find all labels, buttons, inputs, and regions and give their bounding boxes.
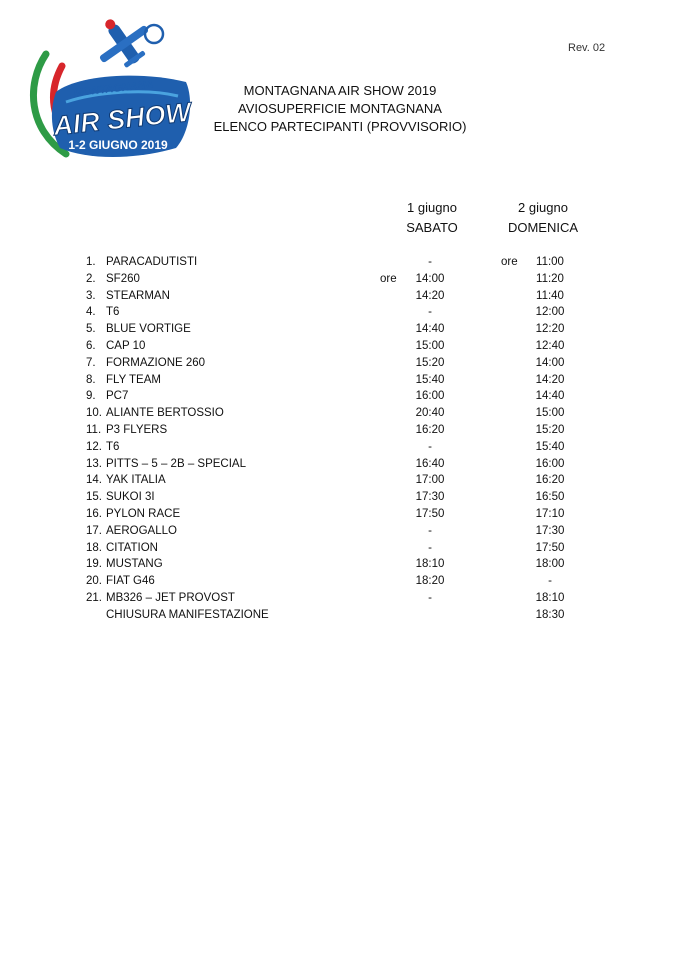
row-number: 10.: [86, 407, 102, 420]
saturday-date: 1 giugno: [407, 200, 457, 215]
sunday-time: 12:20: [535, 323, 565, 336]
row-number: 6.: [86, 339, 96, 352]
saturday-time: 20:40: [415, 407, 445, 420]
sunday-time: 14:40: [535, 390, 565, 403]
row-number: 9.: [86, 390, 96, 403]
sunday-time: 12:40: [535, 339, 565, 352]
saturday-time: 14:40: [415, 323, 445, 336]
participant-name: PYLON RACE: [106, 507, 181, 520]
logo-brand-top: MONTAGNANA: [73, 78, 155, 100]
title-line: MONTAGNANA AIR SHOW 2019: [243, 83, 437, 98]
ore-label: ore: [501, 256, 518, 268]
participant-name: FORMAZIONE 260: [106, 356, 206, 369]
list-item: [0, 304, 678, 321]
sunday-time: 17:10: [535, 507, 565, 520]
row-number: 5.: [86, 323, 96, 336]
row-number: 15.: [86, 491, 102, 504]
saturday-time: 18:20: [415, 575, 445, 588]
row-number: 12.: [86, 440, 102, 453]
sunday-time: 14:00: [535, 356, 565, 369]
list-item: [0, 355, 678, 372]
row-number: 16.: [86, 507, 102, 520]
revision-label: Rev. 02: [568, 42, 606, 54]
list-item: [0, 607, 678, 624]
row-number: 2.: [86, 272, 96, 285]
saturday-column-header: [392, 198, 472, 238]
list-item: [0, 523, 678, 540]
participant-name: CITATION: [106, 541, 158, 554]
row-number: 11.: [86, 423, 102, 436]
participant-name: FLY TEAM: [106, 373, 161, 386]
list-item: [0, 540, 678, 557]
sunday-time: 11:40: [536, 289, 564, 302]
sunday-time: -: [548, 575, 552, 588]
list-item: [0, 506, 678, 523]
row-number: 19.: [86, 558, 102, 571]
saturday-time: 16:40: [415, 457, 445, 470]
list-item: [0, 372, 678, 389]
sunday-time: 16:20: [535, 474, 565, 487]
sunday-time: 18:10: [535, 591, 565, 604]
list-item: [0, 439, 678, 456]
sunday-time: 17:50: [535, 541, 565, 554]
participant-name: YAK ITALIA: [106, 474, 166, 487]
participant-name: STEARMAN: [106, 289, 170, 302]
logo-brand-main: AIR SHOW: [51, 96, 193, 142]
participant-name: SUKOI 3I: [106, 491, 155, 504]
ore-label: ore: [380, 272, 397, 285]
saturday-time: -: [428, 256, 432, 268]
participant-name: CHIUSURA MANIFESTAZIONE: [106, 608, 269, 621]
logo-dates: 1-2 GIUGNO 2019: [68, 138, 168, 152]
participant-name: T6: [106, 306, 120, 319]
sunday-column-header: [500, 198, 586, 238]
saturday-time: 16:20: [415, 423, 445, 436]
saturday-time: -: [428, 440, 432, 453]
row-number: 1.: [86, 256, 96, 268]
title-line: AVIOSUPERFICIE MONTAGNANA: [238, 101, 442, 116]
sunday-time: 11:20: [536, 272, 564, 285]
participant-name: P3 FLYERS: [106, 423, 168, 436]
sunday-time: 16:00: [535, 457, 565, 470]
sunday-day: DOMENICA: [507, 220, 579, 235]
list-item: [0, 288, 678, 305]
list-item: [0, 456, 678, 473]
saturday-time: -: [428, 541, 432, 554]
saturday-time: 17:00: [415, 474, 445, 487]
list-item: [0, 590, 678, 607]
list-item: [0, 338, 678, 355]
title-line: ELENCO PARTECIPANTI (PROVVISORIO): [213, 119, 467, 134]
sunday-time: 18:00: [535, 558, 565, 571]
list-item: [0, 254, 678, 271]
saturday-time: 17:30: [415, 491, 445, 504]
row-number: 20.: [86, 575, 102, 588]
sunday-time: 17:30: [535, 524, 565, 537]
list-item: [0, 489, 678, 506]
row-number: 8.: [86, 373, 96, 386]
row-number: 21.: [86, 591, 102, 604]
list-item: [0, 472, 678, 489]
row-number: 4.: [86, 306, 96, 319]
sunday-time: 14:20: [535, 373, 565, 386]
participant-name: PARACADUTISTI: [106, 256, 198, 268]
sunday-date: 2 giugno: [518, 200, 568, 215]
saturday-day: SABATO: [406, 220, 458, 235]
row-number: 7.: [86, 356, 96, 369]
participant-name: MB326 – JET PROVOST: [106, 591, 235, 604]
saturday-time: 14:20: [415, 289, 445, 302]
list-item: [0, 321, 678, 338]
saturday-time: -: [428, 591, 432, 604]
saturday-time: 15:40: [415, 373, 445, 386]
air-show-logo: [26, 14, 200, 174]
saturday-time: 15:20: [415, 356, 445, 369]
participants-list: [0, 254, 678, 624]
row-number: 14.: [86, 474, 102, 487]
list-item: [0, 573, 678, 590]
document-title: [190, 82, 490, 136]
participant-name: SF260: [106, 272, 140, 285]
saturday-time: 15:00: [415, 339, 445, 352]
list-item: [0, 556, 678, 573]
participant-name: MUSTANG: [106, 558, 163, 571]
participant-name: CAP 10: [106, 339, 146, 352]
row-number: 3.: [86, 289, 96, 302]
sunday-time: 15:40: [535, 440, 565, 453]
saturday-time: -: [428, 306, 432, 319]
sunday-time: 15:20: [535, 423, 565, 436]
sunday-time: 11:00: [536, 256, 564, 268]
row-number: 17.: [86, 524, 102, 537]
sunday-time: 16:50: [535, 491, 565, 504]
row-number: 18.: [86, 541, 102, 554]
participant-name: FIAT G46: [106, 575, 155, 588]
sunday-time: 18:30: [535, 608, 565, 621]
saturday-time: 17:50: [415, 507, 445, 520]
participant-name: T6: [106, 440, 120, 453]
list-item: [0, 271, 678, 288]
saturday-time: 18:10: [415, 558, 445, 571]
participant-name: PITTS – 5 – 2B – SPECIAL: [106, 457, 246, 470]
sunday-time: 12:00: [535, 306, 565, 319]
list-item: [0, 388, 678, 405]
participant-name: AEROGALLO: [106, 524, 177, 537]
participant-name: ALIANTE BERTOSSIO: [106, 407, 224, 420]
participant-name: BLUE VORTIGE: [106, 323, 191, 336]
list-item: [0, 405, 678, 422]
list-item: [0, 422, 678, 439]
sunday-time: 15:00: [535, 407, 565, 420]
saturday-time: -: [428, 524, 432, 537]
participant-name: PC7: [106, 390, 129, 403]
saturday-time: 16:00: [415, 390, 445, 403]
saturday-time: 14:00: [415, 272, 445, 285]
row-number: 13.: [86, 457, 102, 470]
